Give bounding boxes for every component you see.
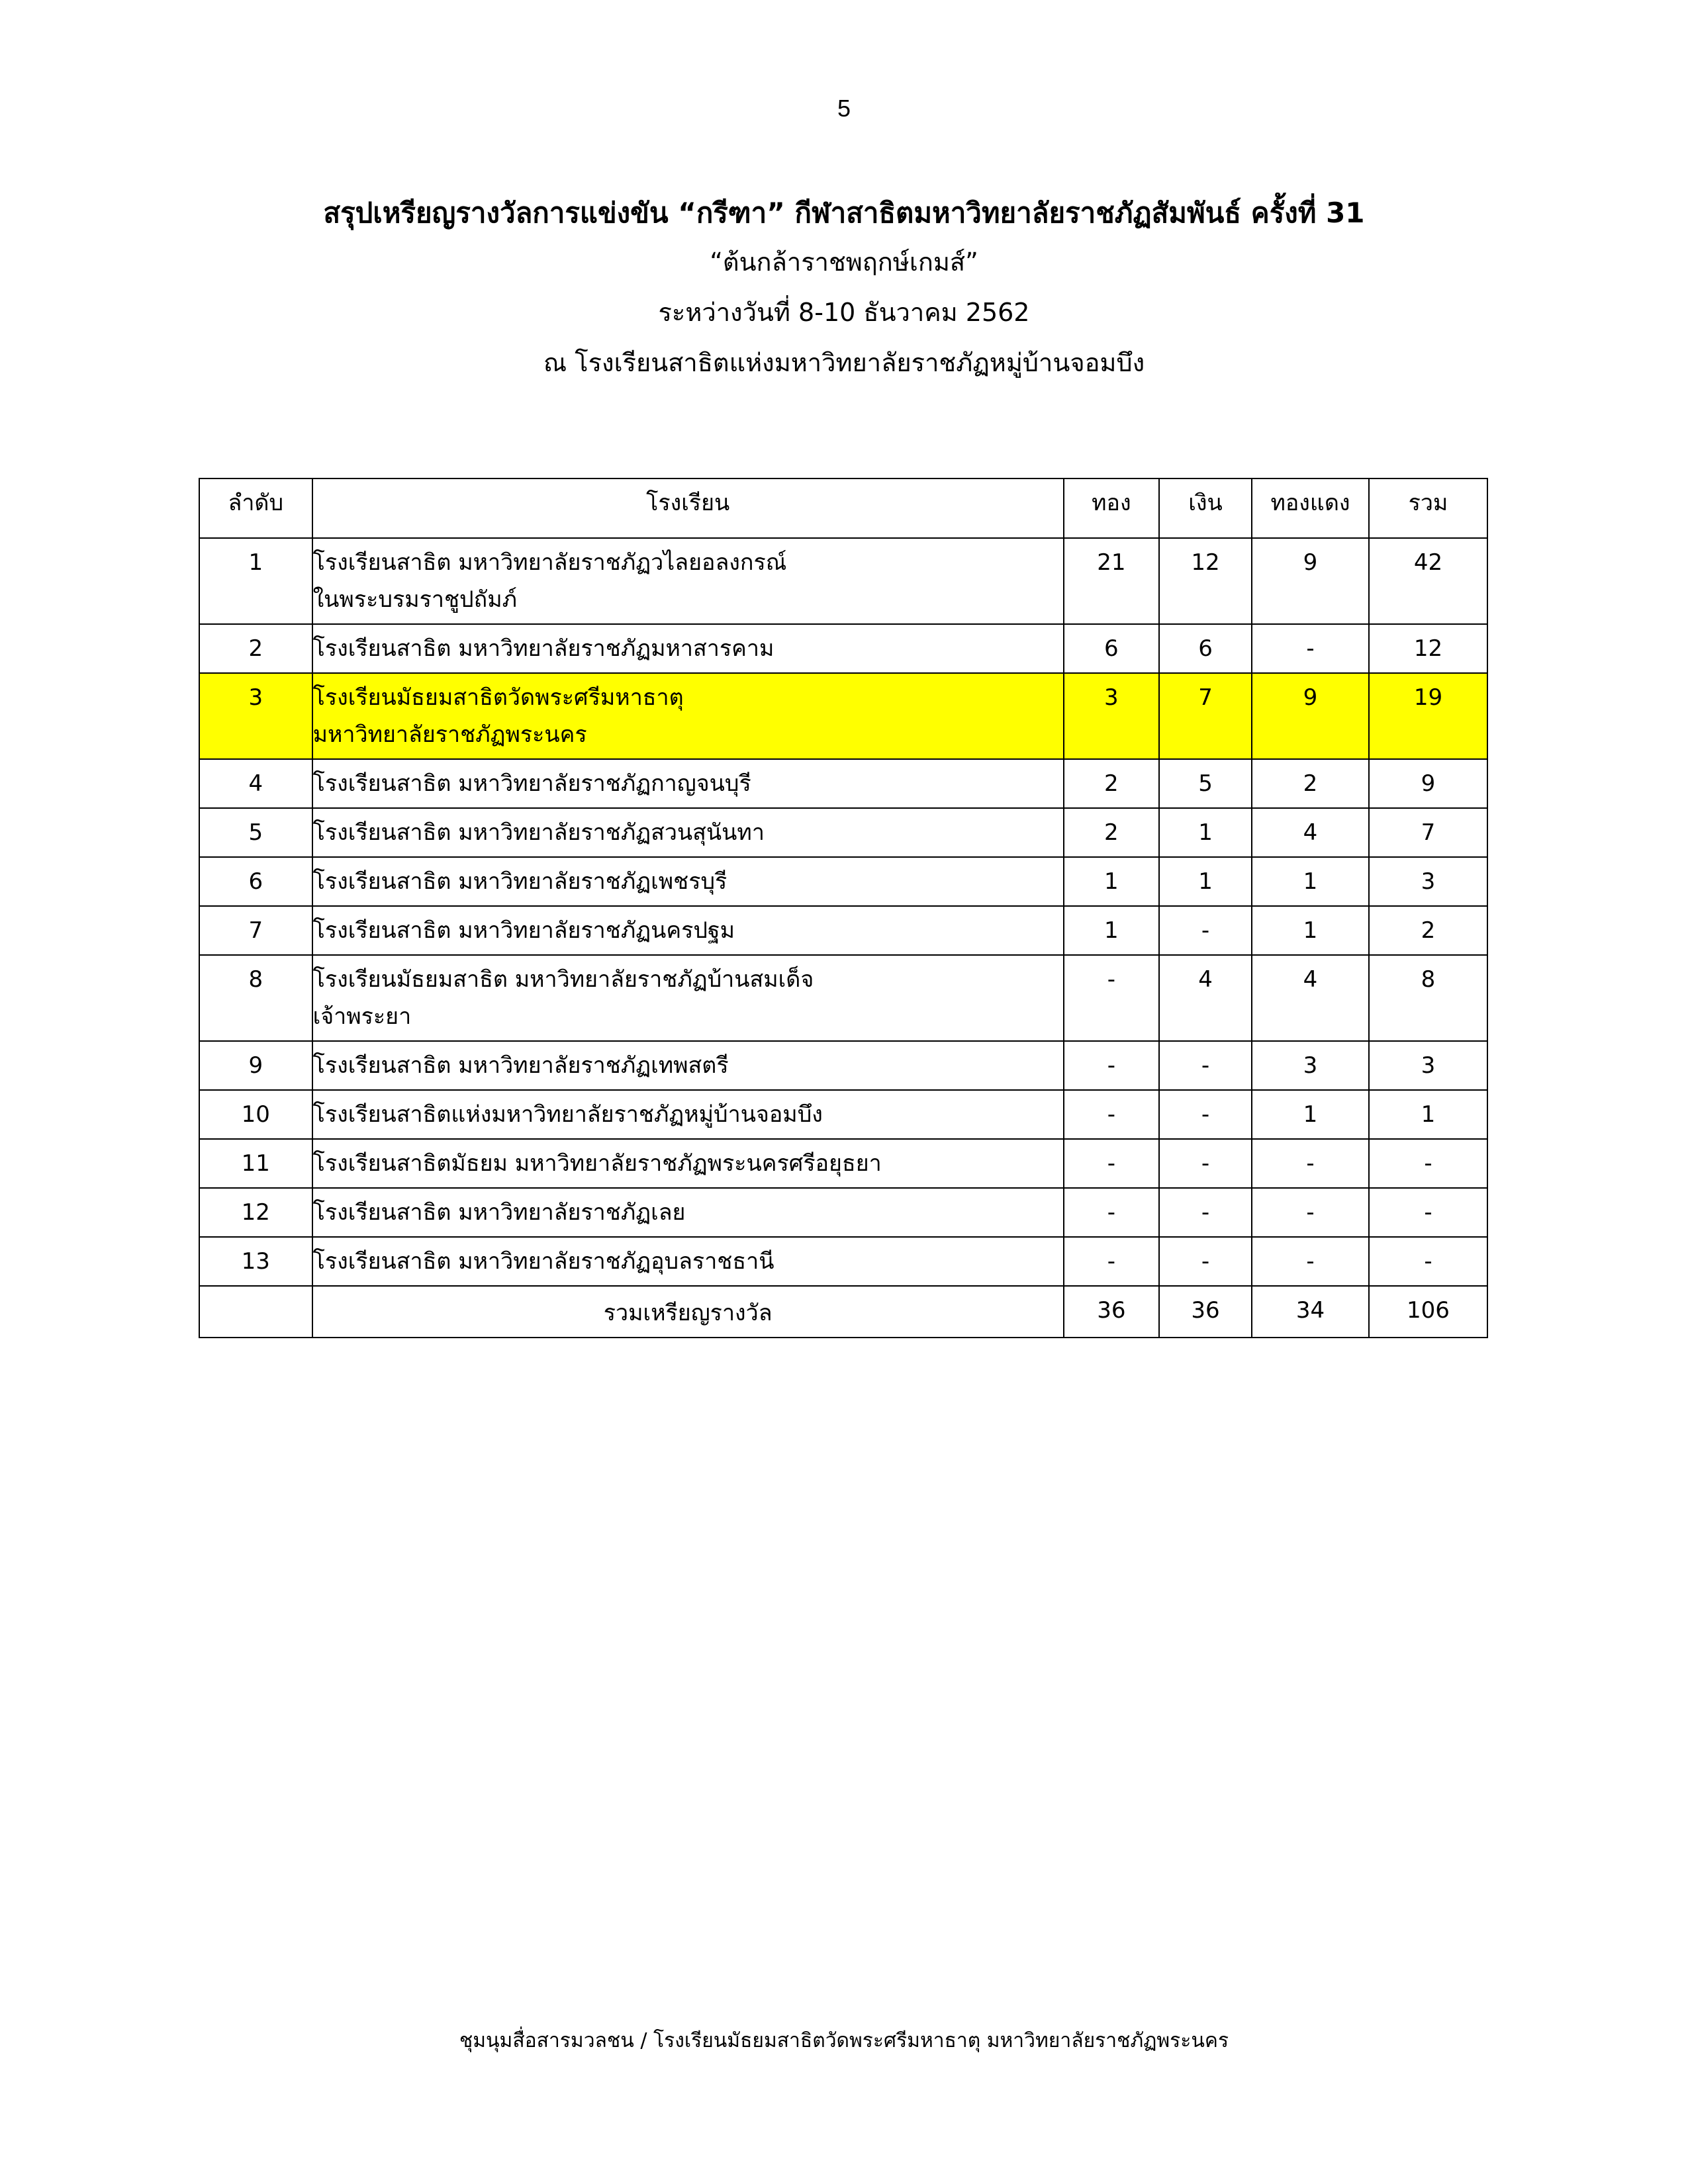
table-row [199,538,1487,624]
row-total-count: - [1369,1139,1487,1188]
school-name-line-1: โรงเรียนสาธิต มหาวิทยาลัยราชภัฏนครปฐม [312,917,735,944]
row-rank: 11 [199,1139,312,1188]
school-name-line-1: โรงเรียนสาธิต มหาวิทยาลัยราชภัฏมหาสารคาม [312,635,774,662]
table-row [199,1188,1487,1237]
table-footer [199,1286,1487,1338]
row-bronze-count: 9 [1252,538,1369,624]
row-bronze-count: 4 [1252,808,1369,857]
column-header-silver: เงิน [1159,478,1252,538]
row-bronze-count: - [1252,1237,1369,1286]
school-name-line-1: โรงเรียนสาธิต มหาวิทยาลัยราชภัฏเพชรบุรี [312,868,727,895]
row-school-name [312,1139,1064,1188]
document-header [0,189,1688,388]
row-bronze-count: - [1252,1188,1369,1237]
row-bronze-count: - [1252,624,1369,673]
table-header-row [199,478,1487,538]
total-row-total: 106 [1369,1286,1487,1338]
row-gold-count: 1 [1064,906,1159,955]
document-footer: ชุมนุมสื่อสารมวลชน / โรงเรียนมัธยมสาธิตวัดพระศรีมหาธาตุ มหาวิทยาลัยราชภัฏพระนคร [459,2029,1229,2052]
table-row [199,808,1487,857]
event-dates-subtitle: ระหว่างวันที่ 8-10 ธันวาคม 2562 [658,298,1030,327]
school-name-line-2: ในพระบรมราชูปถัมภ์ [312,586,518,613]
row-rank: 13 [199,1237,312,1286]
school-name-line-1: โรงเรียนสาธิต มหาวิทยาลัยราชภัฏเลย [312,1199,686,1226]
row-gold-count: 21 [1064,538,1159,624]
table-row [199,1041,1487,1090]
row-rank: 10 [199,1090,312,1139]
row-gold-count: - [1064,1139,1159,1188]
row-rank: 7 [199,906,312,955]
row-school-name [312,906,1064,955]
table-row [199,1139,1487,1188]
row-gold-count: - [1064,1041,1159,1090]
row-rank: 5 [199,808,312,857]
row-silver-count: 1 [1159,857,1252,906]
school-name-line-1: โรงเรียนสาธิตมัธยม มหาวิทยาลัยราชภัฏพระนครศรีอยุธยา [312,1150,882,1177]
row-rank: 6 [199,857,312,906]
row-school-name [312,1188,1064,1237]
row-silver-count: - [1159,1041,1252,1090]
column-header-total: รวม [1369,478,1487,538]
row-school-name [312,759,1064,808]
row-gold-count: 2 [1064,808,1159,857]
total-row-silver: 36 [1159,1286,1252,1338]
row-total-count: 3 [1369,857,1487,906]
row-total-count: 42 [1369,538,1487,624]
row-bronze-count: 2 [1252,759,1369,808]
table-row [199,857,1487,906]
total-row-gold: 36 [1064,1286,1159,1338]
column-header-rank: ลำดับ [199,478,312,538]
row-gold-count: 6 [1064,624,1159,673]
table-total-row [199,1286,1487,1338]
row-school-name [312,624,1064,673]
total-row-bronze: 34 [1252,1286,1369,1338]
row-total-count: - [1369,1188,1487,1237]
row-school-name [312,1237,1064,1286]
row-total-count: 3 [1369,1041,1487,1090]
row-bronze-count: 3 [1252,1041,1369,1090]
row-school-name [312,538,1064,624]
row-bronze-count: 1 [1252,857,1369,906]
row-total-count: 9 [1369,759,1487,808]
school-name-line-1: โรงเรียนสาธิตแห่งมหาวิทยาลัยราชภัฏหมู่บ้านจอมบึง [312,1101,823,1128]
school-name-line-1: โรงเรียนสาธิต มหาวิทยาลัยราชภัฏสวนสุนันทา [312,819,765,846]
row-silver-count: - [1159,1139,1252,1188]
medal-summary-table [199,478,1488,1338]
row-school-name [312,857,1064,906]
row-bronze-count: 9 [1252,673,1369,759]
row-bronze-count: - [1252,1139,1369,1188]
row-rank: 8 [199,955,312,1041]
table-row [199,906,1487,955]
document-title: สรุปเหรียญรางวัลการแข่งขัน “กรีฑา” กีฬาสาธิตมหาวิทยาลัยราชภัฏสัมพันธ์ ครั้งที่ 31 [323,197,1365,229]
row-school-name [312,1041,1064,1090]
school-name-line-1: โรงเรียนมัธยมสาธิต มหาวิทยาลัยราชภัฏบ้านสมเด็จ [312,966,814,993]
row-rank: 2 [199,624,312,673]
row-silver-count: - [1159,906,1252,955]
event-venue-subtitle: ณ โรงเรียนสาธิตแห่งมหาวิทยาลัยราชภัฏหมู่บ้านจอมบึง [543,348,1145,377]
row-silver-count: 1 [1159,808,1252,857]
page-number: 5 [837,95,851,122]
row-silver-count: - [1159,1237,1252,1286]
row-silver-count: 4 [1159,955,1252,1041]
school-name-line-1: โรงเรียนมัธยมสาธิตวัดพระศรีมหาธาตุ [312,684,684,711]
row-silver-count: 6 [1159,624,1252,673]
school-name-line-1: โรงเรียนสาธิต มหาวิทยาลัยราชภัฏกาญจนบุรี [312,770,751,797]
school-name-line-1: โรงเรียนสาธิต มหาวิทยาลัยราชภัฏอุบลราชธานี [312,1248,774,1275]
row-silver-count: - [1159,1188,1252,1237]
row-bronze-count: 4 [1252,955,1369,1041]
row-bronze-count: 1 [1252,1090,1369,1139]
table-row [199,1237,1487,1286]
row-silver-count: 5 [1159,759,1252,808]
row-total-count: 12 [1369,624,1487,673]
row-school-name [312,955,1064,1041]
column-header-gold: ทอง [1064,478,1159,538]
table-body [199,538,1487,1286]
row-rank: 12 [199,1188,312,1237]
row-gold-count: 3 [1064,673,1159,759]
total-row-rank-cell [199,1286,312,1338]
row-bronze-count: 1 [1252,906,1369,955]
table-row [199,955,1487,1041]
table-row [199,673,1487,759]
school-name-line-2: เจ้าพระยา [312,1003,412,1030]
row-rank: 9 [199,1041,312,1090]
row-total-count: 7 [1369,808,1487,857]
table-row [199,759,1487,808]
row-rank: 1 [199,538,312,624]
row-school-name [312,673,1064,759]
row-silver-count: 7 [1159,673,1252,759]
table-header [199,478,1487,538]
row-total-count: 1 [1369,1090,1487,1139]
total-row-label: รวมเหรียญรางวัล [312,1286,1064,1338]
row-rank: 4 [199,759,312,808]
row-total-count: 2 [1369,906,1487,955]
row-school-name [312,1090,1064,1139]
row-total-count: 19 [1369,673,1487,759]
column-header-school: โรงเรียน [312,478,1064,538]
row-silver-count: 12 [1159,538,1252,624]
row-gold-count: - [1064,1237,1159,1286]
table-row [199,624,1487,673]
row-total-count: - [1369,1237,1487,1286]
table-row [199,1090,1487,1139]
row-gold-count: - [1064,1090,1159,1139]
games-name-subtitle: “ต้นกล้าราชพฤกษ์เกมส์” [710,248,978,277]
school-name-line-2: มหาวิทยาลัยราชภัฏพระนคร [312,721,587,748]
row-gold-count: - [1064,1188,1159,1237]
row-gold-count: 2 [1064,759,1159,808]
row-silver-count: - [1159,1090,1252,1139]
row-gold-count: - [1064,955,1159,1041]
school-name-line-1: โรงเรียนสาธิต มหาวิทยาลัยราชภัฏวไลยอลงกรณ์ [312,549,787,576]
medal-table-container [199,478,1488,1338]
school-name-line-1: โรงเรียนสาธิต มหาวิทยาลัยราชภัฏเทพสตรี [312,1052,729,1079]
column-header-bronze: ทองแดง [1252,478,1369,538]
row-total-count: 8 [1369,955,1487,1041]
row-rank: 3 [199,673,312,759]
row-school-name [312,808,1064,857]
row-gold-count: 1 [1064,857,1159,906]
